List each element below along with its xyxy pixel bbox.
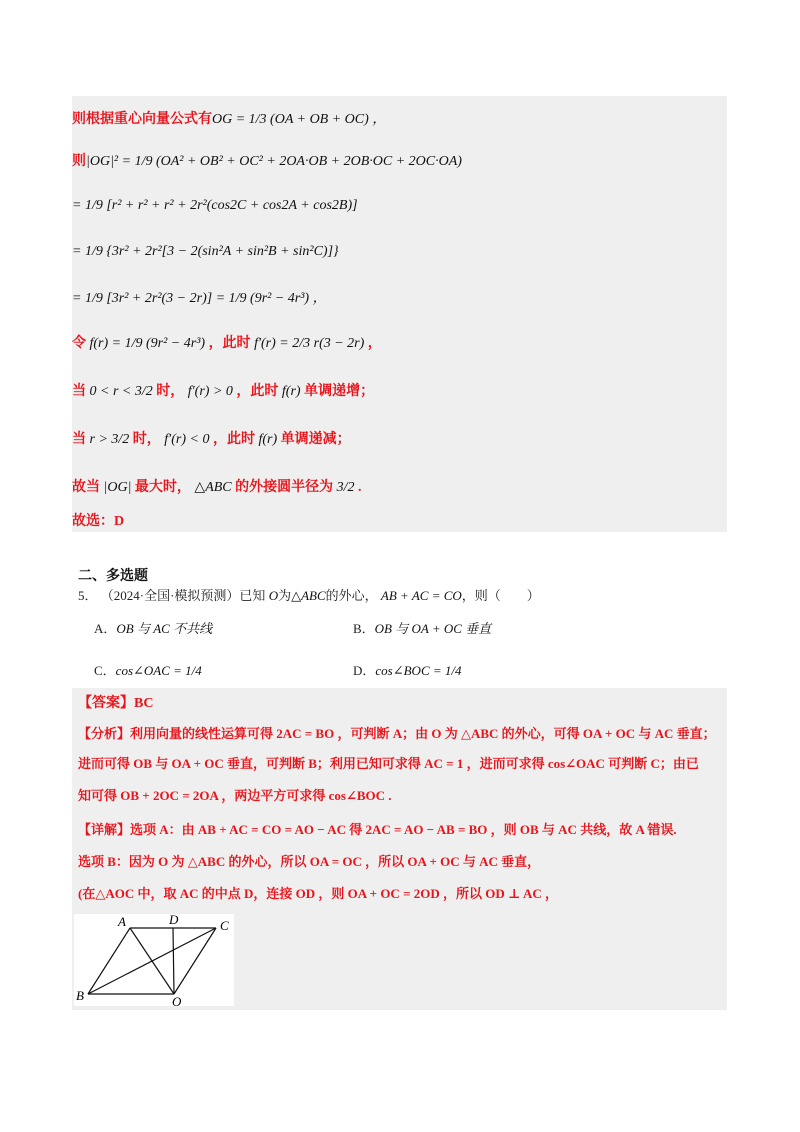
answer-label: 【答案】BC xyxy=(78,696,154,711)
solution-line-9: 故当 |OG| 最大时， △ABC 的外接圆半径为 3/2 . xyxy=(72,480,362,495)
point-label-c: C xyxy=(220,918,229,933)
solution-line-7: 当 0 < r < 3/2 时， f′(r) > 0 ，此时 f(r) 单调递增； xyxy=(72,384,375,399)
detail-line-2: 选项 B：因为 O 为 △ABC 的外心，所以 OA = OC ，所以 OA + OC 与 AC 垂直， xyxy=(78,854,541,869)
detail-line-1: 【详解】选项 A：由 AB + AC = CO = AO − AC 得 2AC = AO − AB = BO ，则 OB 与 AC 共线，故 A 错误. xyxy=(78,822,677,837)
section-title: 二、多选题 xyxy=(78,567,148,583)
point-label-b: B xyxy=(76,988,84,1003)
analysis-line-2: 进而可得 OB 与 OA + OC 垂直，可判断 B；利用已知可求得 AC = 1 ，进而可求得 cos∠OAC 可判断 C；由已 xyxy=(78,756,699,771)
option-c[interactable]: C．cos∠OAC = 1/4 xyxy=(94,663,202,678)
solution-line-6: 令 f(r) = 1/9 (9r² − 4r³) ，此时 f′(r) = 2/3 r(3 − 2r) ， xyxy=(72,336,382,351)
solution-line-3: = 1/9 [r² + r² + r² + 2r²(cos2C + cos2A + cos2B)] xyxy=(72,198,358,213)
point-label-a: A xyxy=(118,914,126,929)
detail-line-3: (在△AOC 中，取 AC 的中点 D，连接 OD ，则 OA + OC = 2OD ，所以 OD ⊥ AC ， xyxy=(78,886,559,901)
solution-line-1: 则根据重心向量公式有OG = 1/3 (OA + OB + OC) ， xyxy=(72,112,387,127)
parallelogram-figure xyxy=(74,914,234,1006)
point-label-o: O xyxy=(172,994,182,1006)
solution-line-5: = 1/9 [3r² + 2r²(3 − 2r)] = 1/9 (9r² − 4r³) ， xyxy=(72,291,327,306)
question-5-stem: 5． （2024·全国·模拟预测）已知 O为△ABC的外心， AB + AC = CO，则（ ） xyxy=(78,588,540,603)
option-d[interactable]: D．cos∠BOC = 1/4 xyxy=(353,663,462,678)
option-a[interactable]: A．OB 与 AC 不共线 xyxy=(94,621,213,636)
option-b[interactable]: B．OB 与 OA + OC 垂直 xyxy=(353,621,492,636)
solution-line-2: 则|OG|² = 1/9 (OA² + OB² + OC² + 2OA·OB + 2OB·OC + 2OC·OA) xyxy=(72,154,462,169)
solution-panel-2 xyxy=(72,688,727,1010)
final-choice: 故选：D xyxy=(72,514,125,529)
analysis-line-3: 知可得 OB + 2OC = 2OA ，两边平方可求得 cos∠BOC . xyxy=(78,788,392,803)
gravity-vector-formula: OG = 1/3 (OA + OB + OC) ， xyxy=(212,112,387,127)
analysis-line-1: 【分析】利用向量的线性运算可得 2AC = BO ，可判断 A；由 O 为 △ABC 的外心，可得 OA + OC 与 AC 垂直； xyxy=(78,726,716,741)
solution-line-8: 当 r > 3/2 时， f′(r) < 0 ，此时 f(r) 单调递减； xyxy=(72,432,351,447)
solution-line-10 xyxy=(72,512,124,532)
solution-line-4: = 1/9 {3r² + 2r²[3 − 2(sin²A + sin²B + sin²C)]} xyxy=(72,244,339,259)
solution-panel-1 xyxy=(72,96,727,532)
point-label-d: D xyxy=(169,914,179,927)
